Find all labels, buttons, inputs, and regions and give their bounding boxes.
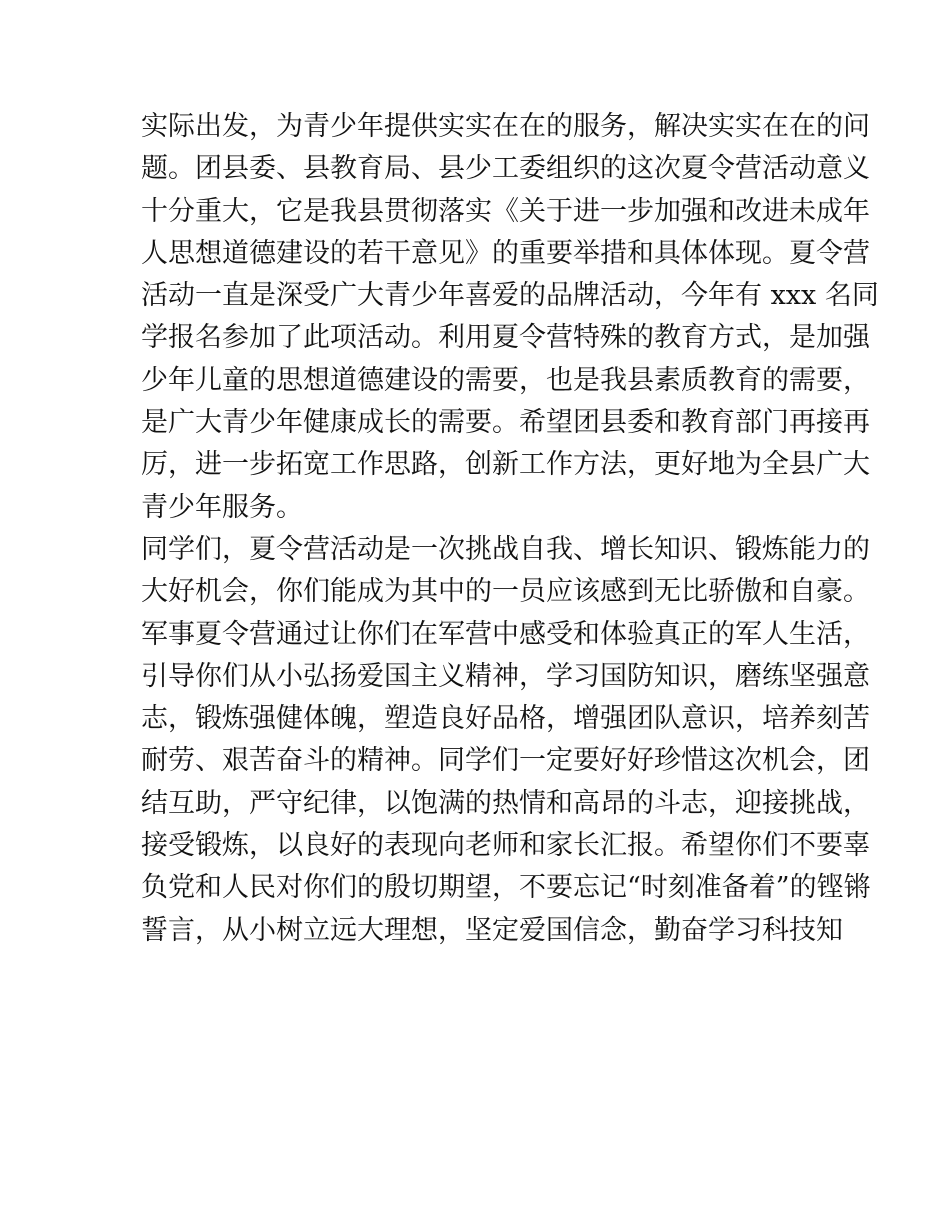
text-line: 题。团县委、县教育局、县少工委组织的这次夏令营活动意义	[141, 153, 870, 185]
text-line: 军事夏令营通过让你们在军营中感受和体验真正的军人生活，	[141, 618, 870, 650]
text-line: 大好机会，你们能成为其中的一员应该感到无比骄傲和自豪。	[141, 576, 870, 608]
text-line: 志，锻炼强健体魄，塑造良好品格，增强团队意识，培养刻苦	[141, 703, 870, 735]
text-line: 厉，进一步拓宽工作思路，创新工作方法，更好地为全县广大	[141, 449, 870, 481]
text-line: 青少年服务。	[141, 491, 303, 523]
body-text	[141, 106, 879, 952]
paragraph-1	[141, 106, 879, 529]
text-line: 结互助，严守纪律，以饱满的热情和高昂的斗志，迎接挑战，	[141, 787, 870, 819]
text-line: 少年儿童的思想道德建设的需要，也是我县素质教育的需要，	[141, 364, 870, 396]
text-line: 同学们，夏令营活动是一次挑战自我、增长知识、锻炼能力的	[141, 533, 870, 565]
text-line: 实际出发，为青少年提供实实在在的服务，解决实实在在的问	[141, 111, 870, 142]
text-line: 负党和人民对你们的殷切期望，不要忘记“时刻准备着”的铿锵	[141, 872, 871, 904]
text-line: 活动一直是深受广大青少年喜爱的品牌活动，今年有 xxx 名同	[141, 280, 879, 312]
text-line: 人思想道德建设的若干意见》的重要举措和具体体现。夏令营	[141, 237, 870, 269]
text-line: 十分重大，它是我县贯彻落实《关于进一步加强和改进未成年	[141, 195, 870, 227]
text-line: 学报名参加了此项活动。利用夏令营特殊的教育方式，是加强	[141, 322, 870, 354]
text-line: 耐劳、艰苦奋斗的精神。同学们一定要好好珍惜这次机会，团	[141, 745, 870, 777]
text-line: 是广大青少年健康成长的需要。希望团县委和教育部门再接再	[141, 407, 870, 439]
text-line: 接受锻炼，以良好的表现向老师和家长汇报。希望你们不要辜	[141, 830, 870, 862]
text-line: 引导你们从小弘扬爱国主义精神，学习国防知识，磨练坚强意	[141, 660, 870, 692]
text-line: 誓言，从小树立远大理想，坚定爱国信念，勤奋学习科技知	[141, 914, 843, 946]
paragraph-2	[141, 529, 871, 952]
